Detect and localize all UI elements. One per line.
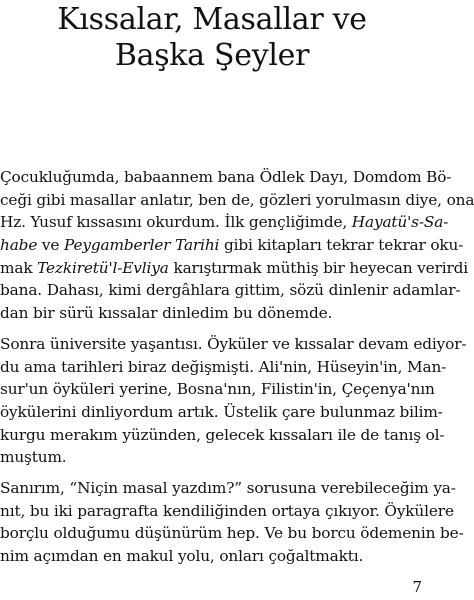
- text-segment: kurgu merakım yüzünden, gelecek kıssaları ile de tanış ol-: [0, 425, 445, 444]
- text-line: [0, 446, 424, 469]
- text-segment: Sonra üniversite yaşantısı. Öyküler ve kıssalar devam ediyor-: [0, 334, 467, 353]
- text-segment: Hz. Yusuf kıssasını okurdum. İlk gençliğimde,: [0, 213, 352, 232]
- page-number: 7: [412, 578, 422, 596]
- text-segment: dan bir sürü kıssalar dinledim bu dönemde.: [0, 304, 333, 323]
- text-line: [0, 500, 454, 523]
- text-line: [0, 522, 464, 545]
- text-segment: nim açımdan en makul yolu, onları çoğaltmaktı.: [0, 547, 364, 565]
- text-segment: mak: [0, 258, 38, 277]
- text-segment: borçlu olduğumu düşünürüm hep. Ve bu borcu ödemenin be-: [0, 524, 464, 543]
- italic-title: Peygamberler Tarihi: [64, 236, 220, 255]
- chapter-title-line-2: Başka Şeyler: [114, 38, 310, 73]
- text-line: [0, 424, 445, 447]
- text-segment: Sanırım, “Niçin masal yazdım?” sorusuna verebileceğim ya-: [0, 478, 456, 497]
- text-line: [0, 166, 452, 189]
- text-segment: ve: [37, 236, 65, 255]
- text-segment: nıt, bu iki paragrafta kendiliğinden ortaya çıkıyor. Öykülere: [0, 501, 454, 520]
- text-line: [0, 477, 456, 500]
- text-line: [0, 378, 435, 401]
- text-line: [0, 333, 467, 356]
- italic-title: habe: [0, 236, 38, 255]
- text-segment: du ama tarihleri biraz değişmişti. Ali'nin, Hüseyin'in, Man-: [0, 357, 447, 376]
- text-segment: Çocukluğumda, babaannem bana Ödlek Dayı, Domdom Bö-: [0, 168, 452, 186]
- text-line: [0, 211, 449, 234]
- text-segment: öykülerini dinliyordum artık. Üstelik çare bulunmaz bilim-: [0, 402, 443, 421]
- text-line: [0, 189, 474, 212]
- text-line: [0, 401, 443, 424]
- text-line: [0, 257, 469, 280]
- paragraph: [0, 333, 467, 469]
- chapter-title-line-1: Kıssalar, Masallar ve: [57, 2, 367, 37]
- text-segment: bana. Dahası, kimi dergâhlara gittim, sözü dinlenir adamlar-: [0, 281, 461, 300]
- text-segment: ceği gibi masallar anlatır, ben de, gözleri yorulmasın diye, ona: [0, 190, 474, 209]
- text-line: [0, 545, 424, 568]
- text-line: [0, 234, 464, 257]
- paragraph: [0, 166, 474, 325]
- body-text: [0, 166, 474, 576]
- text-line: [0, 279, 461, 302]
- text-segment: karıştırmak müthiş bir heyecan verirdi: [168, 258, 469, 277]
- paragraph: [0, 477, 464, 568]
- text-segment: gibi kitapları tekrar tekrar oku-: [219, 236, 464, 255]
- text-segment: muştum.: [0, 448, 67, 467]
- text-line: [0, 302, 424, 325]
- italic-title: Hayatü's-Sa-: [351, 213, 449, 232]
- text-segment: sur'un öyküleri yerine, Bosna'nın, Filistin'in, Çeçenya'nın: [0, 380, 435, 399]
- italic-title: Tezkiretü'l-Evliya: [37, 258, 169, 277]
- text-line: [0, 356, 447, 379]
- chapter-title: [0, 2, 424, 74]
